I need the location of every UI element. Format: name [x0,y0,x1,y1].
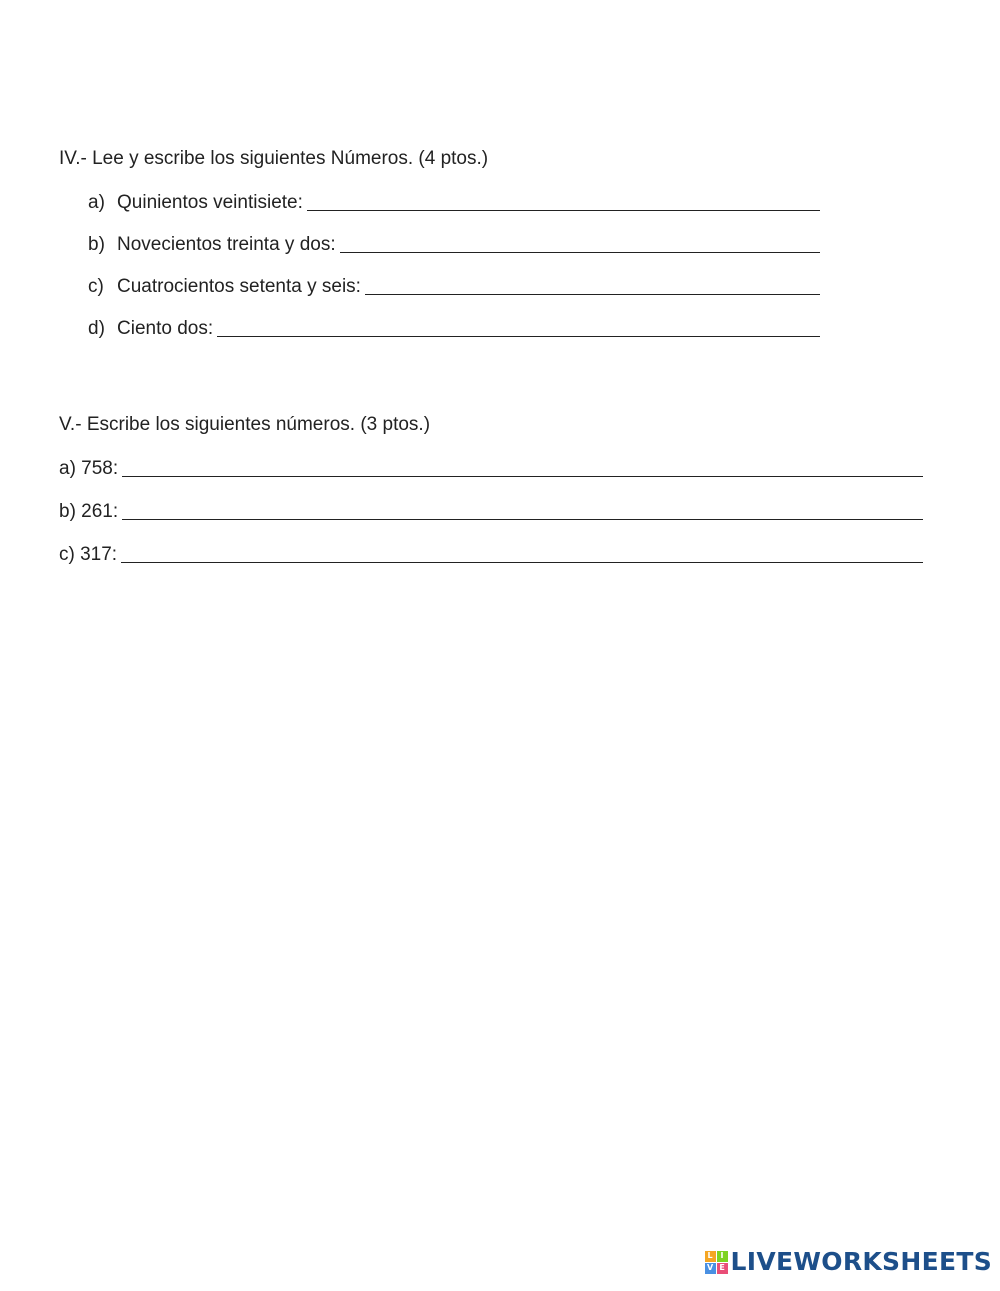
answer-field-v-b[interactable] [122,499,923,520]
item-prompt: Cuatrocientos setenta y seis: [117,276,361,297]
logo-tile: L [705,1251,716,1262]
liveworksheets-branding [705,1247,992,1277]
item-label: c) 317: [59,544,118,565]
liveworksheets-logo-icon [705,1251,728,1274]
item-label: a) 758: [59,458,119,479]
section-iv-item-a [88,190,820,214]
item-prompt: Ciento dos: [117,318,214,339]
item-marker: c) [88,276,104,297]
section-iv-item-c [88,274,820,298]
logo-tile: E [717,1263,728,1274]
section-iv-item-b [88,232,820,256]
item-marker: a) [88,192,105,213]
item-prompt: Novecientos treinta y dos: [117,234,336,255]
answer-field-iv-c[interactable] [365,274,820,295]
answer-field-iv-b[interactable] [340,232,820,253]
logo-tile: V [705,1263,716,1274]
logo-tile: I [717,1251,728,1262]
item-marker: d) [88,318,105,339]
section-iv-item-d [88,316,820,340]
section-v-item-c [59,542,923,566]
item-prompt: Quinientos veintisiete: [117,192,303,213]
section-v-title: V.- Escribe los siguientes números. (3 ptos.) [59,414,431,435]
brand-text: LIVEWORKSHEETS [730,1247,992,1276]
section-v-item-b [59,499,923,523]
answer-field-v-a[interactable] [122,456,923,477]
answer-field-iv-d[interactable] [217,316,820,337]
answer-field-iv-a[interactable] [307,190,820,211]
section-v-item-a [59,456,923,480]
item-marker: b) [88,234,105,255]
answer-field-v-c[interactable] [121,542,923,563]
item-label: b) 261: [59,501,119,522]
section-iv-title: IV.- Lee y escribe los siguientes Números. (4 ptos.) [59,148,489,169]
